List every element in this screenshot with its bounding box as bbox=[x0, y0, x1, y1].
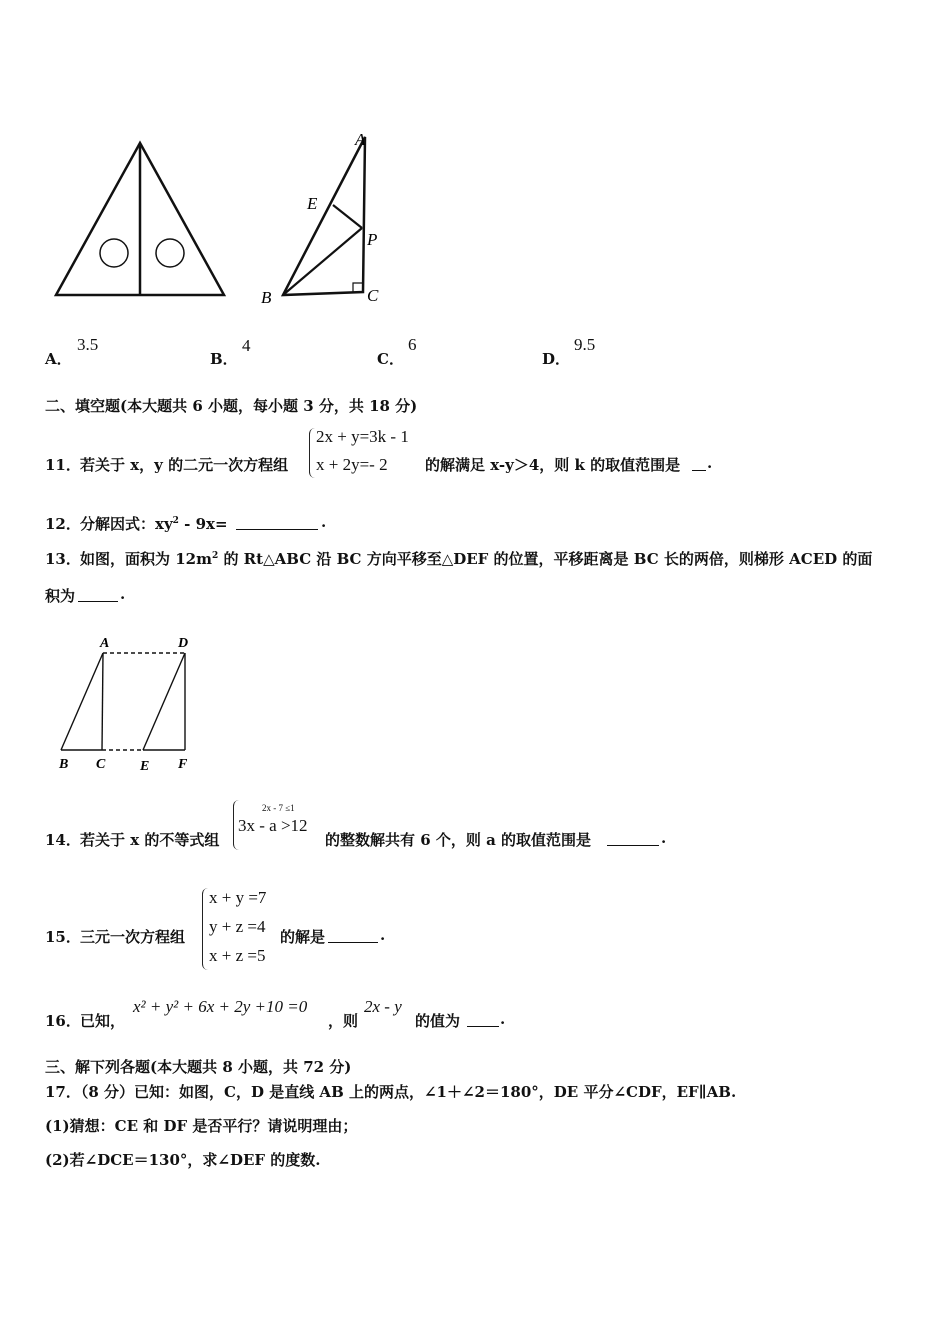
q15-end: . bbox=[380, 926, 386, 944]
q16-prefix: 已知， bbox=[80, 1012, 126, 1030]
right-circle bbox=[156, 239, 184, 267]
option-c-label: C． bbox=[377, 350, 404, 368]
q16-suffix: 的值为 bbox=[415, 1012, 461, 1030]
q17-line3: (2)若∠DCE＝130°，求∠DEF 的度数. bbox=[45, 1151, 321, 1169]
option-d-value: 9.5 bbox=[574, 335, 596, 354]
q11-answer-blank[interactable] bbox=[692, 456, 706, 471]
figure-trapezoid-aced bbox=[50, 630, 200, 775]
fig13-label-D: D bbox=[178, 636, 189, 651]
q15-eq1: x + y =7 bbox=[209, 888, 267, 907]
q17-line2: (1)猜想：CE 和 DF 是否平行？请说明理由； bbox=[45, 1117, 358, 1135]
q15-suffix: 的解是 bbox=[280, 928, 326, 946]
figure-isosceles-triangle bbox=[50, 135, 230, 305]
q14-number: 14． bbox=[45, 831, 81, 849]
q12-suffix: - 9x= bbox=[178, 515, 228, 533]
q11-suffix: 的解满足 x-y＞4，则 k 的取值范围是 bbox=[425, 456, 681, 474]
q13-line2: 积为 bbox=[45, 587, 76, 605]
q16-answer-blank[interactable] bbox=[467, 1012, 499, 1027]
q16-mid: ，则 bbox=[328, 1012, 359, 1030]
q11-eq1: 2x + y=3k - 1 bbox=[316, 427, 409, 446]
option-a-value: 3.5 bbox=[77, 335, 99, 354]
q13-answer-blank[interactable] bbox=[78, 587, 118, 602]
q15-answer-blank[interactable] bbox=[328, 928, 378, 943]
q15-prefix: 三元一次方程组 bbox=[80, 928, 186, 946]
fig13-label-A: A bbox=[100, 636, 110, 651]
figure-right-triangle-abc bbox=[255, 125, 395, 310]
q13-text: 如图，面积为 12m bbox=[80, 550, 212, 568]
fig13-label-C: C bbox=[96, 757, 106, 772]
option-d-label: D． bbox=[542, 350, 571, 368]
q14-end: . bbox=[661, 829, 667, 847]
q14-eq-small: 2x - 7 ≤1 bbox=[262, 803, 295, 813]
q14-answer-blank[interactable] bbox=[607, 831, 659, 846]
q15-eq2: y + z =4 bbox=[209, 917, 266, 936]
option-b-label: B． bbox=[210, 350, 238, 368]
q14-suffix: 的整数解共有 6 个，则 a 的取值范围是 bbox=[325, 831, 592, 849]
fig13-label-B: B bbox=[59, 757, 69, 772]
q13-end: . bbox=[120, 585, 126, 603]
label-A: A bbox=[355, 130, 366, 149]
label-C: C bbox=[367, 286, 379, 305]
q15-number: 15． bbox=[45, 928, 81, 946]
q16-number: 16． bbox=[45, 1012, 81, 1030]
option-a-label: A． bbox=[45, 350, 72, 368]
label-B: B bbox=[261, 288, 272, 307]
fig13-label-F: F bbox=[178, 757, 188, 772]
q11-number: 11． bbox=[45, 456, 81, 474]
section-3-title: 三、解下列各题(本大题共 8 小题，共 72 分) bbox=[45, 1058, 352, 1076]
q13-sup: 2 bbox=[211, 551, 219, 561]
q16-expr: 2x - y bbox=[364, 997, 402, 1016]
left-circle bbox=[100, 239, 128, 267]
q11-end: . bbox=[707, 454, 713, 472]
q13-number: 13． bbox=[45, 550, 81, 568]
q12-number: 12． bbox=[45, 515, 81, 533]
q15-eq3: x + z =5 bbox=[209, 946, 266, 965]
q11-prefix: 若关于 x，y 的二元一次方程组 bbox=[80, 456, 289, 474]
q12-answer-blank[interactable] bbox=[236, 515, 318, 530]
q11-eq2: x + 2y=- 2 bbox=[316, 455, 388, 474]
q14-eq: 3x - a >12 bbox=[238, 816, 308, 835]
q12-sup: 2 bbox=[172, 516, 179, 526]
section-2-title: 二、填空题(本大题共 6 小题，每小题 3 分，共 18 分) bbox=[45, 397, 418, 415]
q14-prefix: 若关于 x 的不等式组 bbox=[80, 831, 220, 849]
option-c-value: 6 bbox=[408, 335, 417, 354]
label-P: P bbox=[367, 230, 378, 249]
q17-line1: 17．（8 分）已知：如图，C，D 是直线 AB 上的两点，∠1＋∠2＝180°，DE 平分∠CDF，EF∥AB. bbox=[45, 1083, 737, 1101]
q16-eq: x² + y² + 6x + 2y +10 =0 bbox=[133, 997, 308, 1016]
q12-prefix: 分解因式：xy bbox=[80, 515, 173, 533]
q16-end: . bbox=[500, 1010, 506, 1028]
option-b-value: 4 bbox=[242, 336, 251, 355]
q13-text2: 的 Rt△ABC 沿 BC 方向平移至△DEF 的位置，平移距离是 BC 长的两倍，则梯形 ACED 的面 bbox=[218, 550, 873, 568]
label-E: E bbox=[307, 194, 318, 213]
q12-end: . bbox=[321, 513, 327, 531]
fig13-label-E: E bbox=[140, 759, 150, 774]
